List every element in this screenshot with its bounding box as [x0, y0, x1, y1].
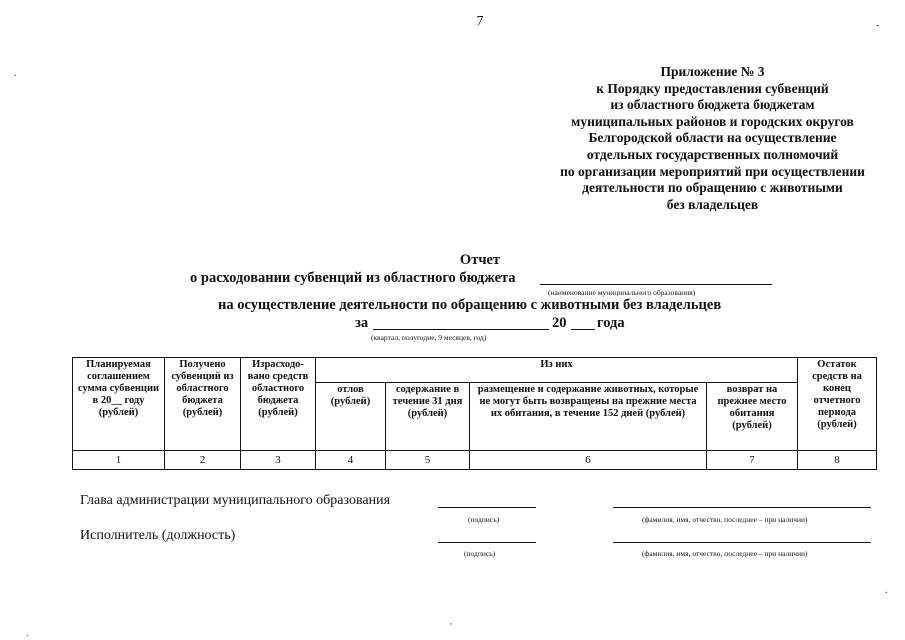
page-number: 7 [476, 14, 484, 29]
scan-mark: - [876, 20, 880, 31]
column-number: 4 [316, 451, 386, 470]
column-number: 8 [798, 451, 877, 470]
period-hint: (квартал, полугодие, 9 месяцев, год) [371, 333, 487, 342]
header-planned-amount: Планируемая соглашением сумма субвенции в 20__ году (рублей) [73, 358, 165, 451]
scan-mark: . [26, 628, 29, 639]
appendix-line: Приложение № 3 [660, 64, 765, 79]
period-year-prefix: 20 [552, 315, 567, 331]
municipality-hint: (наименование муниципального образования) [548, 288, 696, 297]
header-received: Получено субвенций из областного бюджета (рублей) [165, 358, 241, 451]
appendix-line: по организации мероприятий при осуществлении [560, 163, 865, 179]
scan-mark: . [14, 68, 17, 79]
appendix-line: деятельности по обращению с животными [582, 180, 843, 196]
period-suffix: года [597, 315, 625, 331]
period-blank-line [373, 329, 549, 330]
header-capture: отлов (рублей) [316, 383, 386, 451]
report-table [72, 357, 877, 470]
column-number: 7 [707, 451, 798, 470]
head-of-administration-label: Глава администрации муниципального образования [80, 493, 391, 508]
executor-name-hint: (фамилия, имя, отчество, последнее – при наличии) [642, 549, 808, 558]
column-number: 2 [165, 451, 241, 470]
header-maintenance-31: содержание в течение 31 дня (рублей) [386, 383, 470, 451]
executor-signature-hint: (подпись) [464, 549, 496, 558]
head-signature-hint: (подпись) [468, 515, 500, 524]
table-header-row [73, 358, 877, 383]
column-number: 1 [73, 451, 165, 470]
municipality-blank-line [540, 284, 772, 285]
header-spent: Израсходо-вано средств областного бюджета (рублей) [241, 358, 316, 451]
appendix-line: Белгородской области на осуществление [588, 130, 837, 146]
appendix-header [520, 64, 905, 213]
report-line-2: на осуществление деятельности по обращению с животными без владельцев [218, 297, 722, 313]
header-remaining: Остаток средств на конец отчетного периода (рублей) [798, 358, 877, 451]
executor-name-line [613, 542, 871, 543]
appendix-line: отдельных государственных полномочий [586, 146, 839, 162]
table-row [73, 451, 877, 470]
header-of-which: Из них [316, 358, 798, 383]
report-line-1: о расходовании субвенций из областного бюджета [190, 270, 516, 286]
column-number: 6 [470, 451, 707, 470]
appendix-line: муниципальных районов и городских округов [571, 113, 854, 129]
executor-label: Исполнитель (должность) [80, 528, 236, 543]
scan-mark: . [885, 585, 888, 596]
head-name-hint: (фамилия, имя, отчество, последнее – при наличии) [642, 515, 808, 524]
report-title: Отчет [459, 252, 501, 268]
column-number: 3 [241, 451, 316, 470]
header-placement-152: размещение и содержание животных, которые не могут быть возвращены на прежние места их обитания, в течение 152 дней (рублей) [470, 383, 707, 451]
year-blank-line [571, 329, 595, 330]
appendix-line: из областного бюджета бюджетам [610, 97, 815, 113]
head-name-line [613, 507, 871, 508]
header-return: возврат на прежнее место обитания (рублей) [707, 383, 798, 451]
appendix-line: без владельцев [666, 196, 759, 212]
executor-signature-line [438, 542, 536, 543]
period-prefix: за [355, 315, 369, 331]
column-number: 5 [386, 451, 470, 470]
appendix-line: к Порядку предоставления субвенций [596, 80, 829, 96]
head-signature-line [438, 507, 536, 508]
scan-mark: ' [450, 622, 452, 633]
